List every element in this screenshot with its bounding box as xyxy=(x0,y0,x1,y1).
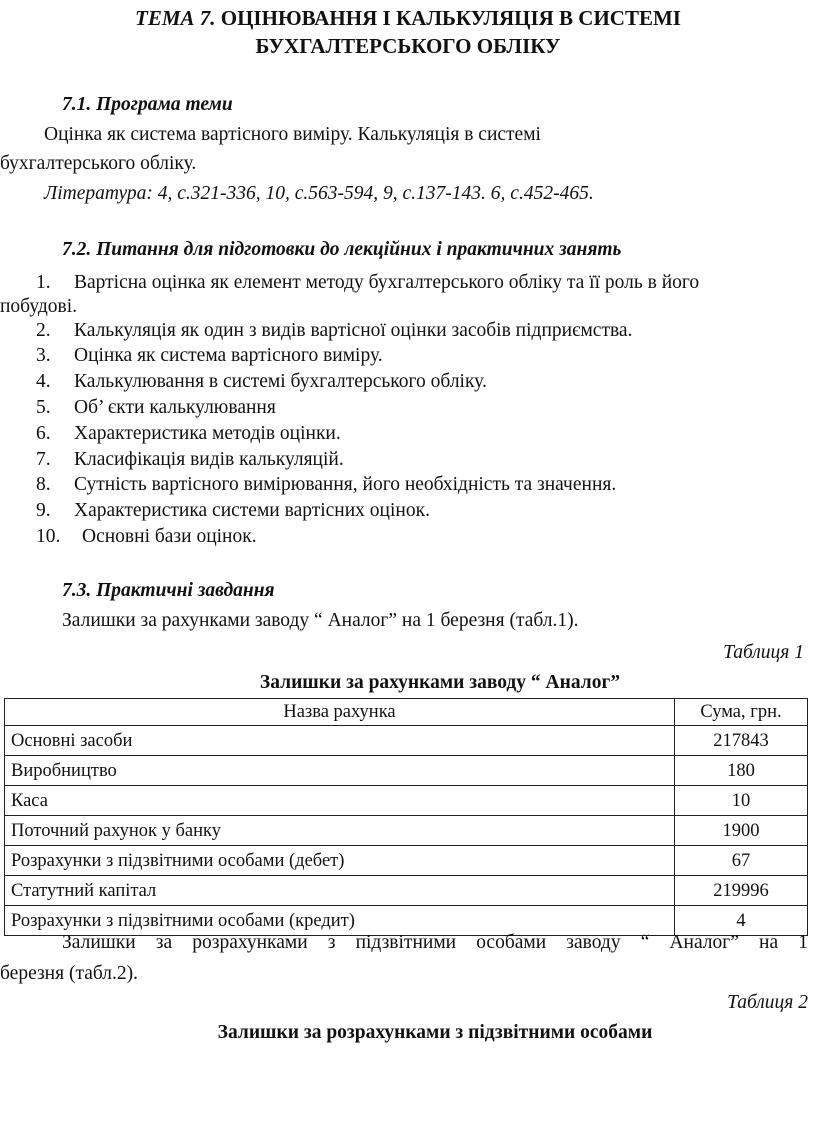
amount-cell: 217843 xyxy=(675,726,808,756)
amount-cell: 10 xyxy=(675,786,808,816)
question-number: 10. xyxy=(36,526,61,547)
question-item xyxy=(36,343,383,369)
question-text: Калькуляція як один з видів вартісної оцінки засобів підприємства. xyxy=(74,320,633,341)
question-text: Характеристика системи вартісних оцінок. xyxy=(74,500,430,521)
table2-label: Таблиця 2 xyxy=(727,992,808,1013)
account-name-cell: Розрахунки з підзвітними особами (дебет) xyxy=(5,846,675,876)
question-item xyxy=(36,395,276,421)
account-name-cell: Виробництво xyxy=(5,756,675,786)
column-header-amount: Сума, грн. xyxy=(675,699,808,726)
question-number: 6. xyxy=(36,423,51,444)
amount-cell: 219996 xyxy=(675,876,808,906)
question-number: 8. xyxy=(36,474,51,495)
table-row xyxy=(5,846,808,876)
question-number: 9. xyxy=(36,500,51,521)
question-item xyxy=(36,270,699,296)
table-row xyxy=(5,816,808,846)
section1-text-line2: бухгалтерського обліку. xyxy=(0,153,197,174)
table-row xyxy=(5,726,808,756)
question-item xyxy=(36,524,257,550)
question-number: 1. xyxy=(36,272,51,293)
section3-heading: 7.3. Практичні завдання xyxy=(62,580,275,601)
table2-title: Залишки за розрахунками з підзвітними особами xyxy=(217,1022,653,1043)
question-item xyxy=(36,472,616,498)
section1-heading: 7.1. Програма теми xyxy=(62,94,233,115)
account-name-cell: Основні засоби xyxy=(5,726,675,756)
question-text: Оцінка як система вартісного виміру. xyxy=(74,345,383,366)
column-header-account: Назва рахунка xyxy=(5,699,675,726)
paragraph2-line1: Залишки за розрахунками з підзвітними особами заводу “ Аналог” на 1 xyxy=(62,932,808,953)
question-text: Характеристика методів оцінки. xyxy=(74,423,341,444)
question-number: 3. xyxy=(36,345,51,366)
question-item xyxy=(36,421,341,447)
question-item xyxy=(36,318,632,344)
question-text: Об’ єкти калькулювання xyxy=(74,397,276,418)
table-header-row xyxy=(5,699,808,726)
question-number: 4. xyxy=(36,371,51,392)
section1-text-line1: Оцінка як система вартісного виміру. Калькуляція в системі xyxy=(44,124,541,145)
amount-cell: 180 xyxy=(675,756,808,786)
amount-cell: 67 xyxy=(675,846,808,876)
topic-title-line2: БУХГАЛТЕРСЬКОГО ОБЛІКУ xyxy=(255,34,561,58)
section3-intro: Залишки за рахунками заводу “ Аналог” на 1 березня (табл.1). xyxy=(62,610,579,631)
question-text: Калькулювання в системі бухгалтерського обліку. xyxy=(74,371,487,392)
paragraph2-line2: березня (табл.2). xyxy=(0,963,139,984)
topic-title-line1 xyxy=(0,4,816,32)
table-row xyxy=(5,756,808,786)
topic-prefix: ТЕМА 7. xyxy=(135,6,216,30)
amount-cell: 1900 xyxy=(675,816,808,846)
question-item xyxy=(36,498,430,524)
question-text: Сутність вартісного вимірювання, його необхідність та значення. xyxy=(74,474,617,495)
amount-cell: 4 xyxy=(675,906,808,936)
question-text: Основні бази оцінок. xyxy=(82,526,257,547)
question-number: 2. xyxy=(36,320,51,341)
question-text: Вартісна оцінка як елемент методу бухгалтерського обліку та її роль в його xyxy=(74,272,700,293)
question-number: 7. xyxy=(36,449,51,470)
account-name-cell: Статутний капітал xyxy=(5,876,675,906)
question-number: 5. xyxy=(36,397,51,418)
table-row xyxy=(5,876,808,906)
table1-label: Таблиця 1 xyxy=(723,642,804,663)
account-name-cell: Розрахунки з підзвітними особами (кредит) xyxy=(5,906,675,936)
question-item xyxy=(36,369,487,395)
table1 xyxy=(4,698,808,936)
table-row xyxy=(5,786,808,816)
question-item xyxy=(36,447,344,473)
section2-heading: 7.2. Питання для підготовки до лекційних і практичних занять xyxy=(62,239,622,260)
literature-reference: Література: 4, с.321-336, 10, с.563-594, 9, с.137-143. 6, с.452-465. xyxy=(44,183,594,204)
account-name-cell: Каса xyxy=(5,786,675,816)
table1-title: Залишки за рахунками заводу “ Аналог” xyxy=(259,672,621,693)
question-text: Класифікація видів калькуляцій. xyxy=(74,449,344,470)
topic-title-text: ОЦІНЮВАННЯ І КАЛЬКУЛЯЦІЯ В СИСТЕМІ xyxy=(220,6,681,30)
question-item-continuation: побудові. xyxy=(0,296,78,317)
account-name-cell: Поточний рахунок у банку xyxy=(5,816,675,846)
